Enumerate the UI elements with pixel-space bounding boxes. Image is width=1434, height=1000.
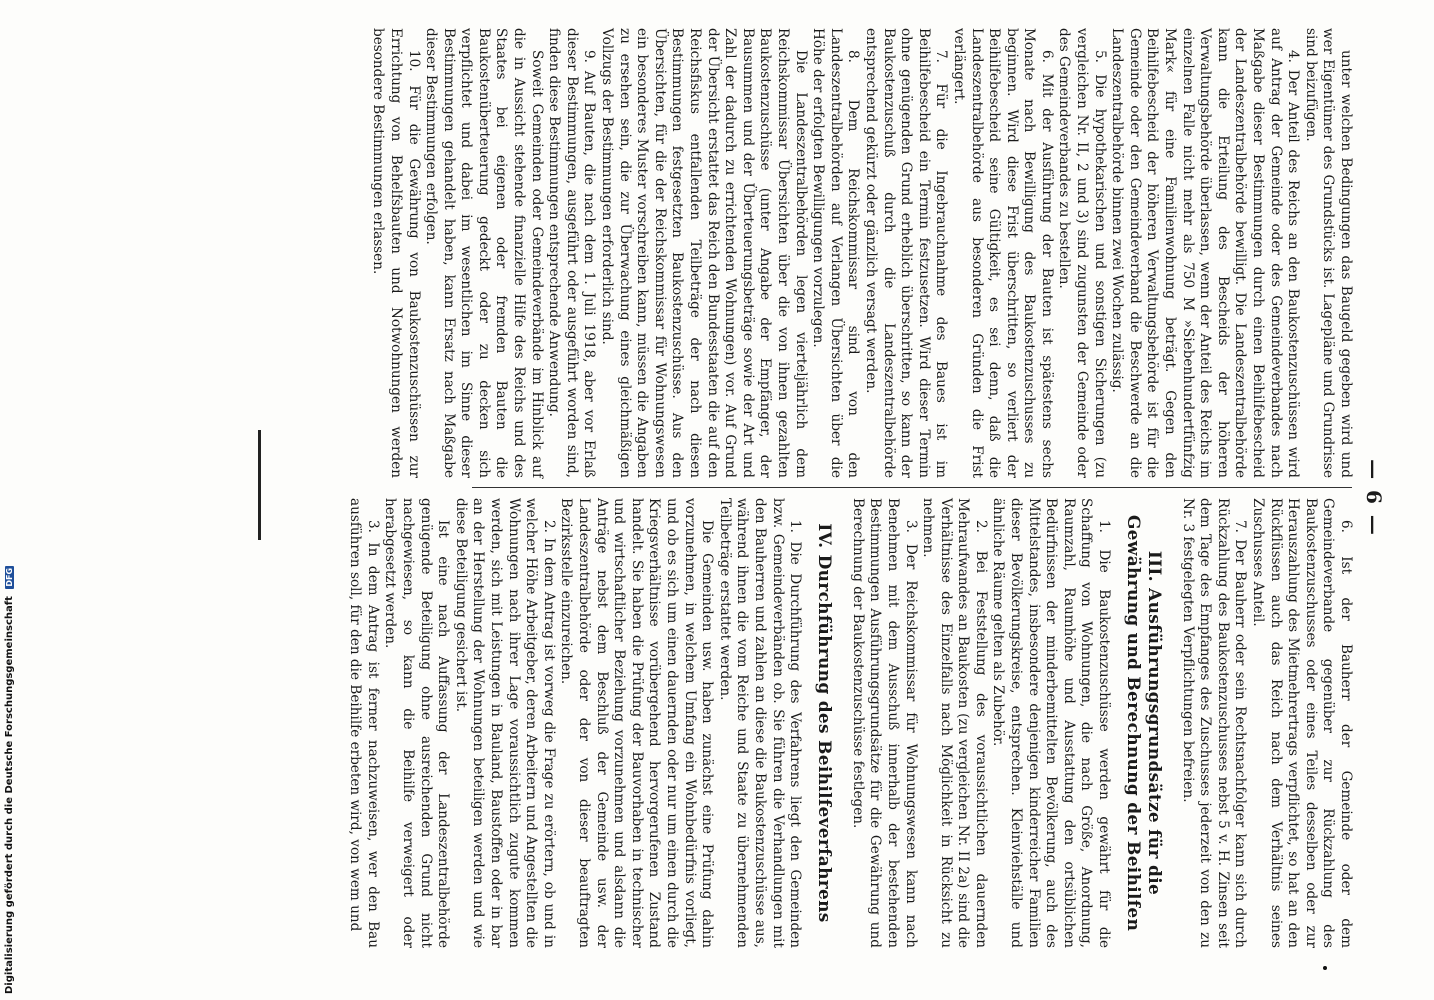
paragraph: 7. Für die Ingebrauchnahme des Baues ist im Beihilfebescheid ein Termin festzusetzen. Wird dieser Termin ohne genügenden Grund erheblich überschritten, so kann der Baukostenzuschuß durch die Landeszentralbehörde entsprechend gekürzt oder gänzlich versagt werden. (862, 28, 950, 478)
paragraph: 1. Die Durchführung des Verfahrens liegt den Gemeinden bzw. Gemeindeverbänden ob. Sie führen die Verhandlungen mit den Bauherren und zahlen an diese die Baukostenzuschüsse aus, während ihnen die vom Reiche und Staate zu übernehmenden Teilbeträge erstattet werden. (716, 498, 804, 948)
left-column (330, 28, 1354, 478)
paragraph: 2. Bei Feststellung des voraussichtlichen dauernden Mehraufwandes an Baukosten (zu vergleichen Nr. II 2a) sind die Verhältnisse des Einzelfalls nach Möglichkeit in Rücksicht zu nehmen. (920, 498, 989, 948)
paragraph: Die Gemeinden usw. haben zunächst eine Prüfung dahin vorzunehmen, in welchem Umfang ein Wohnbedürfnis vorliegt, und ob es sich um einen dauernden oder nur um einen durch die Kriegsverhältnisse vorübergehend hervorgerufenen Zustand handelt. Sie haben die Prüfung der Bauvorhaben in technischer und wirtschaftlicher Beziehung vorzunehmen und alsdann die Anträge nebst dem Beschluß der Gemeinde usw. der Landeszentralbehörde oder der von dieser beauftragten Bezirksstelle einzureichen. (558, 498, 716, 948)
document-page (330, 28, 1386, 948)
digitization-text: Digitalisierung gefördert durch die Deutsche Forschungsgemeinschaft (4, 596, 15, 994)
margin-mark (258, 430, 261, 540)
paragraph: 5. Die hypothekarischen und sonstigen Sicherungen (zu vergleichen Nr. II, 2 und 3) sind zugunsten der Gemeinde oder des Gemeindeverbandes zu bestellen. (1056, 28, 1108, 478)
paragraph: 4. Der Anteil des Reichs an den Baukostenzuschüssen wird auf Antrag der Gemeinde oder des Gemeindeverbandes nach Maßgabe dieser Bestimmungen durch einen Beihilfebescheid der Landeszentralbehörde bewilligt. Die Landeszentralbehörde kann die Erteilung des Bescheids der höheren Verwaltungsbehörde überlassen, wenn der Anteil des Reichs im einzelnen Falle nicht mehr als 750 M »Siebenhundertfünfzig Mark« für eine Familienwohnung beträgt. Gegen den Beihilfebescheid der höheren Verwaltungsbehörde ist für die Gemeinde oder den Gemeindeverband die Beschwerde an die Landeszentralbehörde binnen zwei Wochen zulässig. (1109, 28, 1302, 478)
paragraph: unter welchen Bedingungen das Baugeld gegeben wird und wer Eigentümer des Grundstücks ist. Lagepläne und Grundrisse sind beizufügen. (1302, 28, 1354, 478)
paragraph: 3. Der Reichskommissar für Wohnungswesen kann nach Benehmen mit dem Ausschuß innerhalb der bestehenden Bestimmungen Ausführungsgrundsätze für die Gewährung und Berechnung der Baukostenzuschüsse festlegen. (849, 498, 919, 948)
paragraph: Die Landeszentralbehörden legen vierteljährlich dem Reichskommissar Übersichten über die von ihnen gezahlten Baukostenzuschüsse (unter Angabe der Empfänger, der Bausummen und der Überteuerungsbeträge sowie der Art und Zahl der dadurch zu errichtenden Wohnungen) vor. Auf Grund der Übersicht erstattet das Reich den Bundesstaaten die auf den Reichsfiskus entfallenden Teilbeträge der nach diesen Bestimmungen festgesetzten Baukostenzuschüsse. Aus den Übersichten, für die der Reichskommissar für Wohnungswesen ein besonderes Muster vorschreiben kann, müssen die Angaben zu ersehen sein, die zur Überwachung eines gleichmäßigen Vollzugs der Bestimmungen erforderlich sind. (599, 28, 809, 478)
paragraph: 3. In dem Antrag ist ferner nachzuweisen, wer den Bau ausführen soll, für den die Beihilfe erbeten wird, von wem und (347, 498, 381, 948)
paragraph: 2. In dem Antrag ist vorweg die Frage zu erörtern, ob und in welcher Höhe Arbeitgeber, deren Arbeitern und Angestellten die Wohnungen nach ihrer Lage voraussichtlich zugute kommen werden, sich mit Leistungen in Bauland, Baustoffen oder in bar an der Herstellung der Wohnungen beteiligen werden und wie diese Beteiligung gesichert ist. (452, 498, 557, 948)
dfg-logo-icon: DFG (4, 567, 14, 587)
paragraph: 8. Dem Reichskommissar sind von den Landeszentralbehörden auf Verlangen Übersichten über die Höhe der erfolgten Bewilligungen vorzulegen. (810, 28, 862, 478)
paragraph: 6. Ist der Bauherr der Gemeinde oder dem Gemeindeverbande gegenüber zur Rückzahlung des Baukostenzuschusses oder eines Teiles desselben oder zur Herauszahlung des Mietmehrertrags verpflichtet, so hat an den Rückflüssen auch das Reich nach dem Verhältnis seines Zuschusses Anteil. (1250, 498, 1354, 948)
paragraph: 6. Mit der Ausführung der Bauten ist spätestens sechs Monate nach Bewilligung des Baukostenzuschusses zu beginnen. Wird diese Frist überschritten, so verliert der Beihilfebescheid seine Gültigkeit, es sei denn, daß die Landeszentralbehörde aus besonderen Gründen die Frist verlängert. (950, 28, 1055, 478)
digitization-note (4, 566, 15, 994)
paragraph: 9. Auf Bauten, die nach dem 1. Juli 1918, aber vor Erlaß dieser Bestimmungen, ausgeführt oder ausgeführt worden sind, finden diese Bestimmungen entsprechende Anwendung. (546, 28, 598, 478)
paragraph: Ist eine nach Auffassung der Landeszentralbehörde genügende Beteiligung ohne ausreichenden Grund nicht nachgewiesen, so kann die Beihilfe verweigert oder herabgesetzt werden. (382, 498, 452, 948)
paragraph: 1. Die Baukostenzuschüsse werden gewährt für die Schaffung von Wohnungen, die nach Größe, Anordnung, Raumzahl, Raumhöhe und Ausstattung den ortsüblichen Bedürfnissen der minderbemittelten Bevölkerung, auch des Mittelstandes, insbesondere denjenigen kinderreicher Familien dieser Bevölkerungskreise, entsprechen. Kleinviehställe und ähnliche Räume gelten als Zubehör. (990, 498, 1113, 948)
paragraph: 7. Der Bauherr oder sein Rechtsnachfolger kann sich durch Rückzahlung des Baukostenzuschusses nebst 5 v. H. Zinsen seit dem Tage des Empfanges des Zuschusses jederzeit von den zu Nr. 3 festgelegten Verpflichtungen befreien. (1179, 498, 1249, 948)
section-heading-iii: III. Ausführungsgrundsätze für die Gewährung und Berechnung der Beihilfen (1123, 514, 1165, 932)
page-number: — 6 — (1362, 459, 1386, 537)
ink-dot (1323, 966, 1327, 970)
paragraph: Soweit Gemeinden oder Gemeindeverbände im Hinblick auf die in Aussicht stehende finanzielle Hilfe des Reichs und des Staates bei eigenen oder fremden Bauten die Baukostenüberteuerung gedeckt oder zu decken sich verpflichtet und dabei im wesentlichen im Sinne dieser Bestimmungen gehandelt haben, kann Ersatz nach Maßgabe dieser Bestimmungen erfolgen. (423, 28, 545, 478)
paragraph: 10. Für die Gewährung von Baukostenzuschüssen zur Errichtung von Behelfsbauten und Notwohnungen werden besondere Bestimmungen erlassen. (370, 28, 422, 478)
section-heading-iv: IV. Durchführung des Beihilfeverfahrens (814, 523, 835, 923)
right-column (330, 498, 1354, 948)
column-divider (472, 487, 1352, 488)
